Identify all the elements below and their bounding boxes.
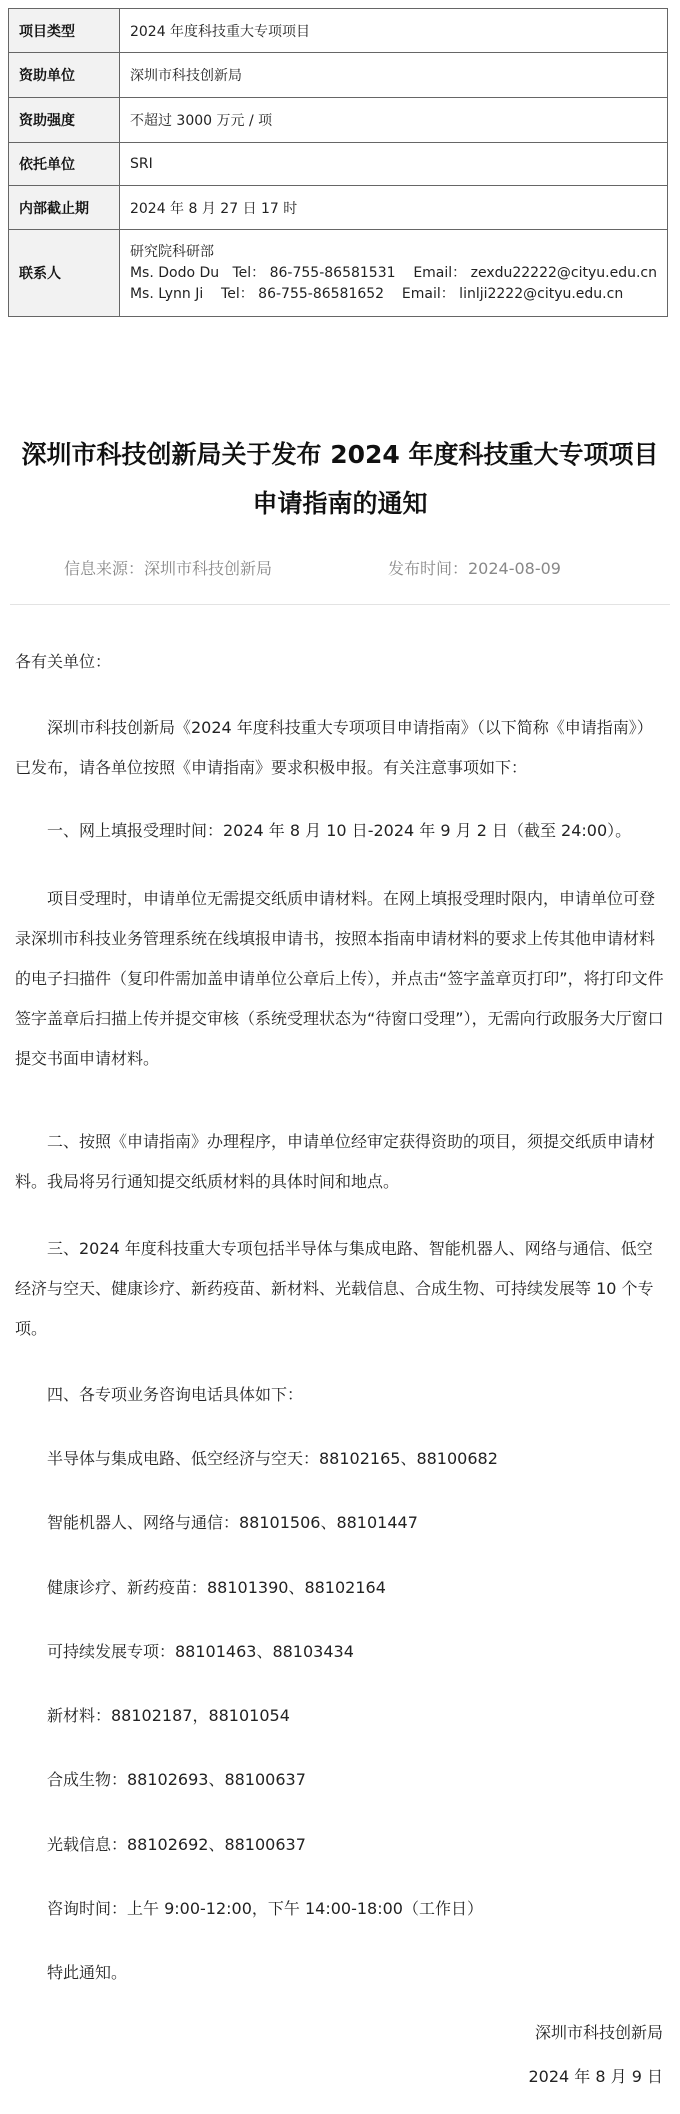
contact-line-dodo: Ms. Dodo Du Tel： 86-755-86581531 Email： zexdu22222@cityu.edu.cn [129, 264, 657, 281]
meta-divider [10, 604, 670, 605]
paragraph-item-2: 二、按照《申请指南》办理程序，申请单位经审定获得资助的项目，须提交纸质申请材料。我局将另行通知提交纸质材料的具体时间和地点。 [15, 1132, 656, 1191]
signature-date: 2024 年 8 月 9 日 [528, 2067, 663, 2086]
paragraph-item-1: 一、网上填报受理时间：2024 年 8 月 10 日-2024 年 9 月 2 日（截至 24:00）。 [47, 821, 632, 840]
phone-robotics: 智能机器人、网络与通信：88101506、88101447 [47, 1513, 418, 1532]
info-value: SRI [119, 143, 667, 186]
phone-synbio: 合成生物：88102693、88100637 [47, 1770, 306, 1789]
info-row-contact [9, 230, 668, 317]
info-row-funding-amount [9, 98, 668, 143]
consult-hours: 咨询时间：上午 9:00-12:00，下午 14:00-18:00（工作日） [47, 1899, 483, 1918]
info-key: 内部截止期 [9, 186, 120, 230]
signature: 深圳市科技创新局 [534, 2023, 663, 2042]
publish-time: 发布时间：2024-08-09 [388, 559, 561, 578]
info-row-host-unit [9, 143, 668, 186]
paragraph-receipt: 项目受理时，申请单位无需提交纸质申请材料。在网上填报受理时限内，申请单位可登录深圳市科技业务管理系统在线填报申请书，按照本指南申请材料的要求上传其他申请材料的电子扫描件（复印件需加盖申请单位公章后上传），并点击“签字盖章页打印”，将打印文件签字盖章后扫描上传并提交审核（系统受理状态为“待窗口受理”），无需向行政服务大厅窗口提交书面申请材料。 [15, 889, 664, 1068]
closing-note: 特此通知。 [47, 1963, 128, 1982]
phone-semiconductor: 半导体与集成电路、低空经济与空天：88102165、88100682 [47, 1449, 498, 1468]
info-key: 项目类型 [9, 9, 120, 53]
info-key: 资助强度 [9, 98, 120, 143]
phone-optical: 光载信息：88102692、88100637 [47, 1835, 306, 1854]
info-key: 依托单位 [9, 143, 120, 186]
paragraph-item-3: 三、2024 年度科技重大专项包括半导体与集成电路、智能机器人、网络与通信、低空经济与空天、健康诊疗、新药疫苗、新材料、光载信息、合成生物、可持续发展等 10 个专项。 [15, 1239, 654, 1338]
contact-line-lynn: Ms. Lynn Ji Tel： 86-755-86581652 Email： linlji2222@cityu.edu.cn [129, 285, 624, 302]
info-value: 不超过 3000 万元 / 项 [119, 98, 667, 143]
info-row-funding-unit [9, 53, 668, 98]
info-row-internal-deadline [9, 186, 668, 230]
phone-health: 健康诊疗、新药疫苗：88101390、88102164 [47, 1578, 386, 1597]
article-title: 深圳市科技创新局关于发布 2024 年度科技重大专项项目申请指南的通知 [21, 440, 659, 518]
contact-details [119, 230, 667, 317]
info-key: 联系人 [9, 230, 120, 317]
phone-sustainable: 可持续发展专项：88101463、88103434 [47, 1642, 354, 1661]
info-key: 资助单位 [9, 53, 120, 98]
info-source: 信息来源：深圳市科技创新局 [64, 559, 273, 578]
info-row-project-type [9, 9, 668, 53]
salutation: 各有关单位： [15, 652, 112, 671]
info-value: 2024 年 8 月 27 日 17 时 [119, 186, 667, 230]
info-value: 深圳市科技创新局 [119, 53, 667, 98]
project-info-table [8, 8, 668, 317]
info-value: 2024 年度科技重大专项项目 [119, 9, 667, 53]
paragraph-item-4: 四、各专项业务咨询电话具体如下： [47, 1385, 304, 1404]
phone-materials: 新材料：88102187，88101054 [47, 1706, 290, 1725]
paragraph-intro: 深圳市科技创新局《2024 年度科技重大专项项目申请指南》（以下简称《申请指南》）已发布，请各单位按照《申请指南》要求积极申报。有关注意事项如下： [15, 718, 653, 777]
contact-dept: 研究院科研部 [129, 243, 214, 260]
